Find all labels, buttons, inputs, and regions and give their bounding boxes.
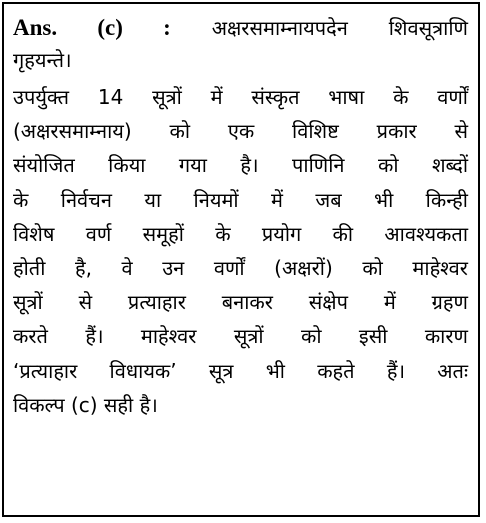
answer-text-1: अक्षरसमाम्नायपदेन शिवसूत्राणि: [211, 16, 468, 40]
explanation-line-7: सूत्रों से प्रत्याहार बनाकर संक्षेप में ग्रहण: [13, 290, 468, 315]
explanation-line-2: (अक्षरसमाम्नाय) को एक विशिष्ट प्रकार से: [13, 119, 468, 144]
explanation: [13, 80, 468, 422]
explanation-line-1: उपर्युक्त 14 सूत्रों में संस्कृत भाषा के वर्णों: [13, 85, 468, 109]
answer-line-2: गृहयन्ते।: [13, 48, 72, 72]
explanation-line-8: करते हैं। माहेश्वर सूत्रों को इसी कारण: [13, 324, 468, 349]
explanation-line-10: विकल्प (c) सही है।: [13, 392, 158, 417]
explanation-line-6: होती है, वे उन वर्णों (अक्षरों) को माहेश्वर: [13, 256, 468, 281]
explanation-line-9: ‘प्रत्याहार विधायक’ सूत्र भी कहते हैं। अतः: [13, 358, 468, 383]
answer-box: [2, 2, 480, 517]
explanation-line-5: विशेष वर्ण समूहों के प्रयोग की आवश्यकता: [13, 221, 468, 246]
answer-line-1: [13, 12, 468, 44]
answer-label: Ans. (c) :: [13, 15, 171, 40]
explanation-line-4: के निर्वचन या नियमों में जब भी किन्ही: [13, 187, 468, 212]
explanation-line-3: संयोजित किया गया है। पाणिनि को शब्दों: [13, 153, 468, 178]
